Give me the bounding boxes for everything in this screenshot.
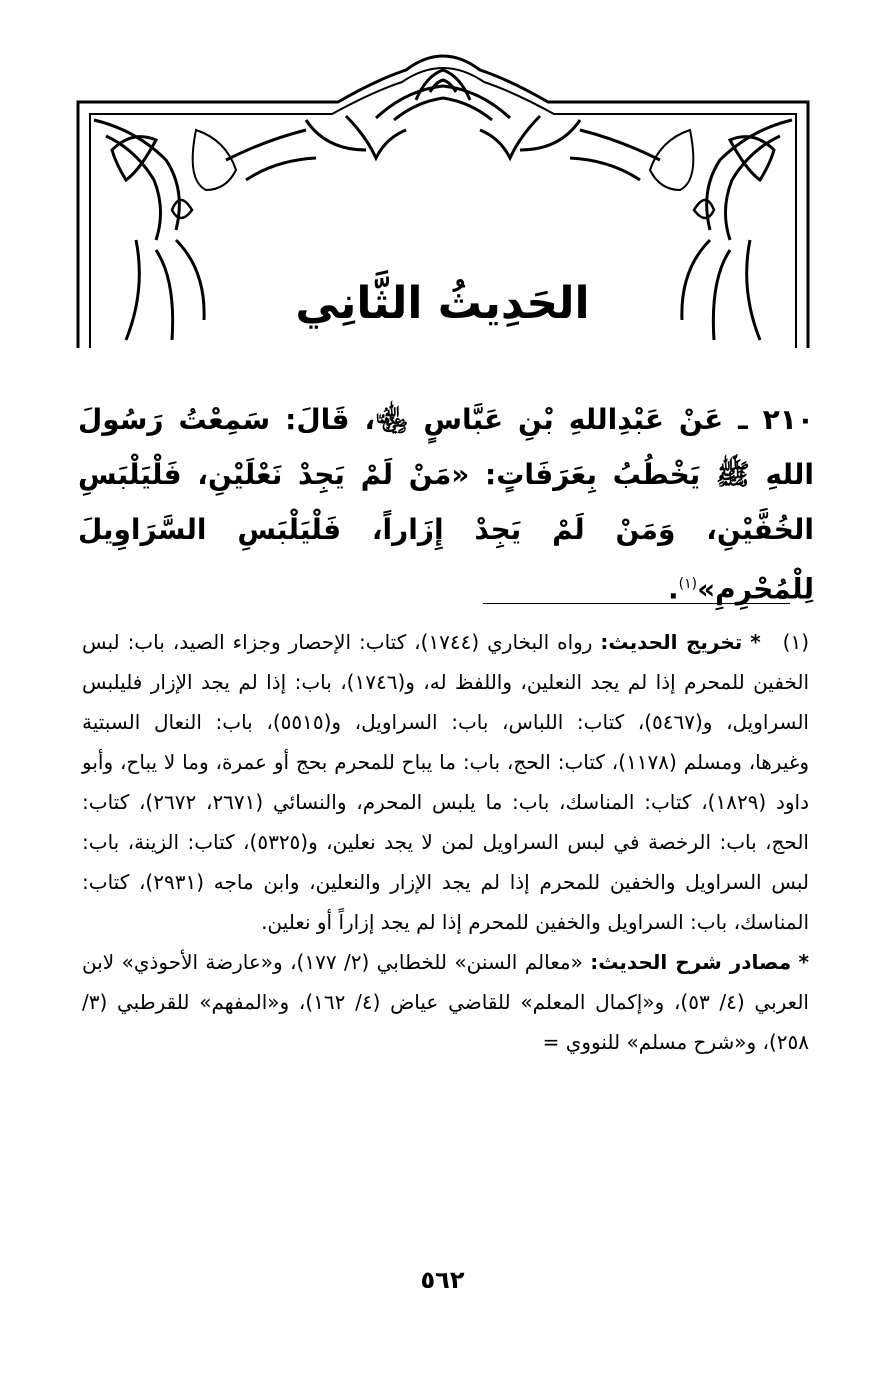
hadith-block (78, 392, 814, 616)
bullet-star-icon: * (798, 950, 809, 974)
footnote-number: (١) (782, 630, 810, 654)
hadith-number: ٢١٠ (762, 403, 814, 436)
takhrij-text: رواه البخاري (١٧٤٤)، كتاب: الإحصار وجزاء الصيد، باب: لبس الخفين للمحرم إذا لم يجد النعلين، واللفظ له، و(١٧٤٦)، باب: إذا لم يجد الإزار فليلبس السراويل، و(٥٤٦٧)، كتاب: اللباس، باب: السراويل، و(٥٥١٥)، باب: النعال السبتية وغيرها، ومسلم (١١٧٨)، كتاب: الحج، باب: ما يباح للمحرم بحج أو عمرة، وما لا يباح، وأبو داود (١٨٢٩)، كتاب: المناسك، باب: ما يلبس المحرم، والنسائي (٢٦٧١، ٢٦٧٢)، كتاب: الحج، باب: الرخصة في لبس السراويل لمن لا يجد نعلين، و(٥٣٢٥)، كتاب: الزينة، باب: لبس السراويل والخفين للمحرم إذا لم يجد الإزار والنعلين، وابن ماجه (٢٩٣١)، كتاب: المناسك، باب: السراويل والخفين للمحرم إذا لم يجد إزاراً أو نعلين. (82, 630, 810, 934)
bullet-star-icon: * (750, 630, 761, 654)
takhrij-heading: تخريج الحديث: (600, 630, 743, 654)
hadith-dash: ـ (723, 403, 748, 436)
footnote-takhrij (82, 622, 809, 942)
hadith-text: عَنْ عَبْدِاللهِ بْنِ عَبَّاسٍ ﵄، قَالَ: سَمِعْتُ رَسُولَ اللهِ ﷺ يَخْطُبُ بِعَرَفَاتٍ: «مَنْ لَمْ يَجِدْ نَعْلَيْنِ، فَلْيَلْبَسِ الخُفَّيْنِ، وَمَنْ لَمْ يَجِدْ إِزَاراً، فَلْيَلْبَسِ السَّرَاوِيلَ لِلْمُحْرِمِ» (78, 403, 814, 606)
footnotes (82, 622, 809, 1062)
chapter-title: الحَدِيثُ الثَّانِي (295, 278, 590, 329)
footnote-sources (82, 942, 809, 1062)
footnote-separator (483, 603, 790, 604)
footnote-reference[interactable]: (١) (678, 576, 698, 592)
sources-text: «معالم السنن» للخطابي (٢/ ١٧٧)، و«عارضة الأحوذي» لابن العربي (٤/ ٥٣)، و«إكمال المعلم» للقاضي عياض (٤/ ١٦٢)، و«المفهم» للقرطبي (٣/ ٢٥٨)، و«شرح مسلم» للنووي = (82, 950, 809, 1054)
page-number: ٥٦٢ (420, 1266, 465, 1294)
sources-heading: مصادر شرح الحديث: (590, 950, 792, 974)
hadith-end-mark: . (667, 572, 679, 606)
